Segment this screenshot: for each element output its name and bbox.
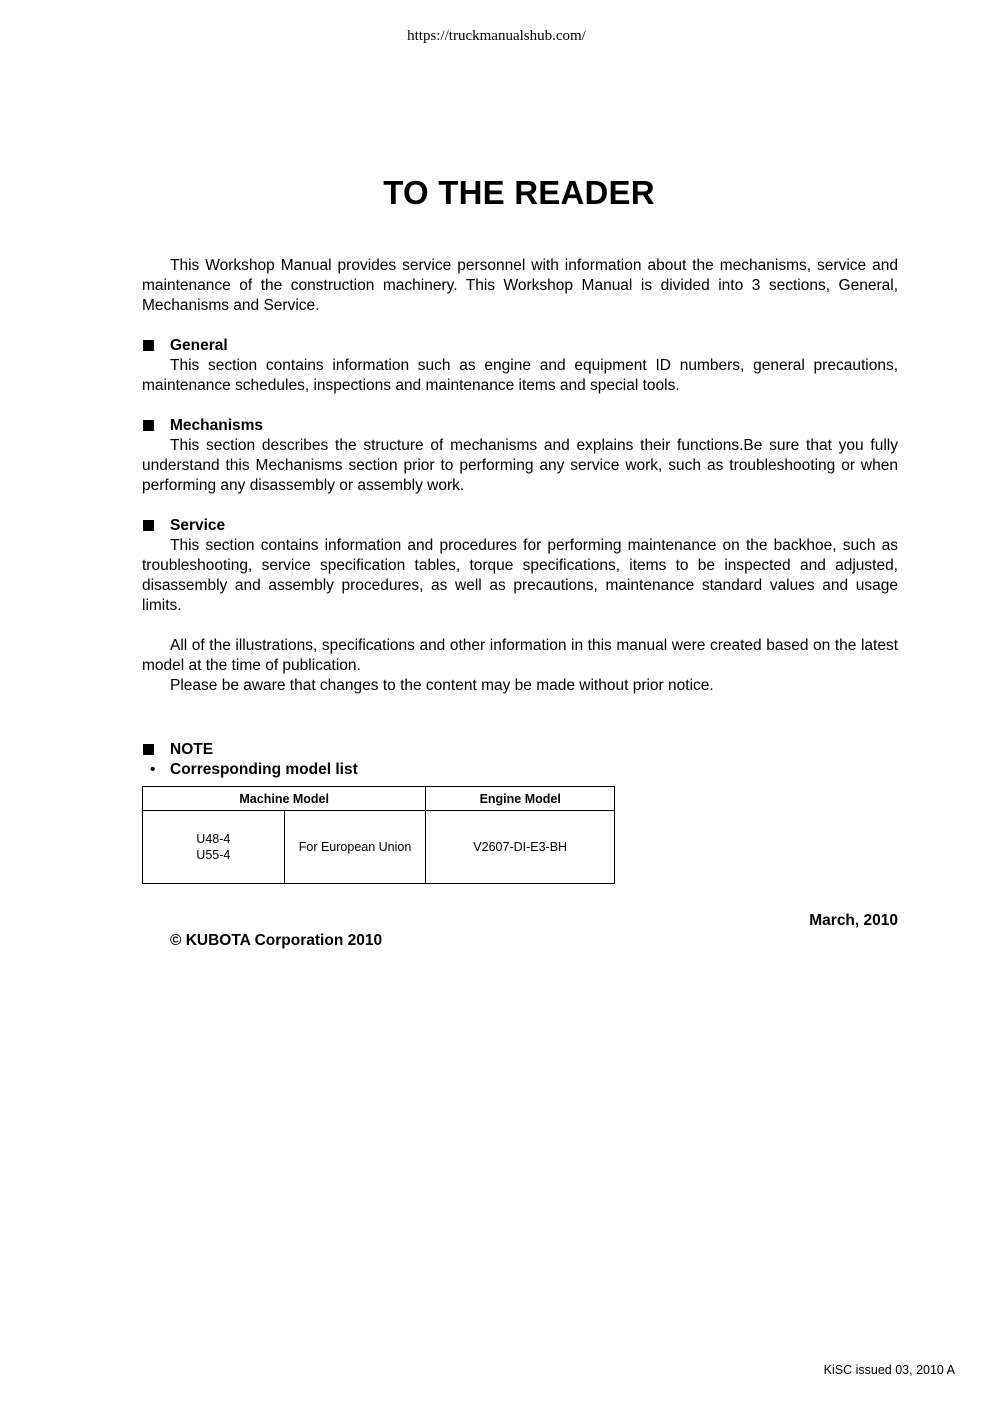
copyright-notice: © KUBOTA Corporation 2010 <box>170 932 383 949</box>
model-table <box>142 786 615 884</box>
machine-model: U48-4 <box>196 832 231 846</box>
section-body-mechanisms: This section describes the structure of mechanisms and explains their functions.Be sure that you fully understand this Mechanisms section prior to performing any service work, such as troubleshooting or when performing any disassembly or assembly work. <box>142 437 898 494</box>
publication-date: March, 2010 <box>809 912 898 929</box>
square-bullet-icon <box>143 520 154 531</box>
page-title: TO THE READER <box>383 174 655 211</box>
section-heading-label: Mechanisms <box>170 417 264 434</box>
engine-model-header: Engine Model <box>426 787 615 811</box>
section-heading-mechanisms <box>142 416 898 436</box>
region-cell: For European Union <box>284 811 426 884</box>
note-heading <box>142 740 898 760</box>
engine-model-cell: V2607-DI-E3-BH <box>426 811 615 884</box>
square-bullet-icon <box>143 420 154 431</box>
section-heading-label: General <box>170 337 228 354</box>
document-body <box>142 256 898 780</box>
bullet-dot-icon: • <box>150 761 156 778</box>
section-body-service: This section contains information and procedures for performing maintenance on the backhoe, such as troubleshooting, service specification tables, torque specifications, items to be inspected and adjusted, disassembly and assembly procedures, as well as precautions, maintenance standard values and usage limits. <box>142 537 898 614</box>
closing-paragraph: All of the illustrations, specifications and other information in this manual were created based on the latest model at the time of publication. <box>142 637 898 674</box>
source-url[interactable]: https://truckmanualshub.com/ <box>407 28 586 44</box>
note-heading-label: NOTE <box>170 741 214 758</box>
section-heading-service <box>142 516 898 536</box>
section-heading-general <box>142 336 898 356</box>
machine-model-header: Machine Model <box>143 787 426 811</box>
model-list-label: Corresponding model list <box>170 761 358 778</box>
table-row <box>143 811 615 884</box>
table-header-row <box>143 787 615 811</box>
square-bullet-icon <box>143 744 154 755</box>
square-bullet-icon <box>143 340 154 351</box>
model-list-bullet <box>142 760 898 780</box>
notice-paragraph: Please be aware that changes to the content may be made without prior notice. <box>170 677 714 694</box>
section-heading-label: Service <box>170 517 226 534</box>
issue-footer: KiSC issued 03, 2010 A <box>823 1363 955 1377</box>
machine-model-cell <box>143 811 285 884</box>
section-body-general: This section contains information such as engine and equipment ID numbers, general precautions, maintenance schedules, inspections and maintenance items and special tools. <box>142 357 898 394</box>
machine-model: U55-4 <box>196 848 231 862</box>
intro-paragraph: This Workshop Manual provides service personnel with information about the mechanisms, service and maintenance of the construction machinery. This Workshop Manual is divided into 3 sections, General, Mechanisms and Service. <box>142 257 898 314</box>
